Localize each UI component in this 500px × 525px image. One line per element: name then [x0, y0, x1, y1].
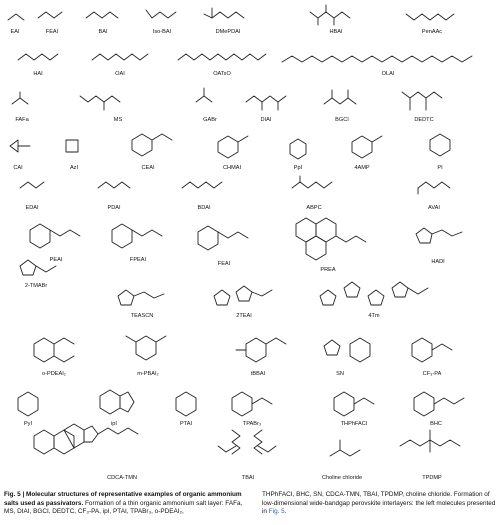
caption-title: Fig. 5 | Molecular structures of representative examples of organic ammonium salts used as passivators.: [4, 491, 242, 507]
structure-tbbai: [236, 338, 286, 362]
structure-edai: [20, 182, 44, 188]
structure-pyi: [18, 392, 38, 416]
structure-hbai: [310, 5, 350, 25]
label-cdca-tmn: CDCA-TMN: [107, 475, 137, 481]
figure-caption-right: [262, 491, 496, 517]
structure-olai: [282, 56, 472, 62]
caption-right-end: .: [284, 508, 287, 516]
structure-isobai: [146, 10, 176, 18]
structure-bhc: [414, 392, 464, 416]
structure-hai: [18, 54, 58, 60]
structure-tpdmp: [400, 430, 460, 452]
label-cai: CAI: [13, 165, 23, 171]
structure-4amp: [352, 136, 382, 158]
label-olai: OLAI: [381, 71, 395, 77]
structure-oai: [92, 54, 148, 60]
structure-peai: [30, 224, 80, 248]
label-peai: PEAI: [49, 257, 63, 263]
label-thphfaci: THPhFACI: [340, 421, 368, 427]
label-diai: DIAI: [260, 117, 272, 123]
structure-tbai: [218, 430, 276, 454]
structure-ipi: [100, 390, 134, 414]
structure-ptai: [176, 392, 196, 416]
label-cf3-pa: CF₃-PA: [422, 371, 442, 377]
label-isobai: Iso-BAI: [152, 29, 172, 35]
structure-feai-2: [198, 226, 248, 250]
structure-avai: [418, 182, 450, 194]
label-fafa: FAFa: [15, 117, 29, 123]
label-eai: EAI: [10, 29, 20, 35]
structure-m-pbai2: [126, 336, 166, 360]
structure-oatso: [178, 54, 266, 60]
caption-left-text: Formation of a thin organic ammonium salt layer: FAFa, MS, DIAI, BGCI, DEDTC, CF₃-PA, ipI, PTAI, TPABr₃, o-PDEAI₂,: [4, 499, 243, 516]
label-tbbai: tBBAI: [250, 371, 266, 377]
structure-pi: [430, 134, 450, 156]
label-tbai: TBAI: [241, 475, 255, 481]
structure-feai: [38, 12, 62, 18]
structure-prea: [296, 218, 366, 260]
label-oai: OAI: [115, 71, 125, 77]
structure-bdai: [182, 182, 222, 188]
structure-ceai: [132, 134, 172, 156]
label-azi: AzI: [69, 165, 79, 171]
label-sn: SN: [336, 371, 344, 377]
structure-dedtc: [402, 92, 442, 110]
structure-cai: [10, 140, 30, 152]
structure-abpc: [292, 176, 332, 188]
figure-caption-left: [4, 491, 244, 517]
label-bhc: BHC: [430, 421, 442, 427]
label-prea: PREA: [320, 267, 336, 273]
structure-fafa: [12, 92, 28, 104]
label-choline: Choline chloride: [321, 475, 363, 481]
structure-tpabr3: [232, 392, 272, 416]
structure-thphfaci: [334, 392, 374, 416]
label-ms: MS: [113, 117, 123, 123]
label-dedtc: DEDTC: [414, 117, 434, 123]
figure-reference-link[interactable]: Fig. 5: [268, 508, 285, 516]
structure-choline: [330, 440, 360, 456]
label-teascn: TEASCN: [130, 313, 154, 319]
label-edai: EDAI: [25, 205, 39, 211]
structure-azi: [66, 140, 78, 152]
structure-cdca-tmn: [34, 421, 138, 454]
label-abpc: ABPC: [306, 205, 322, 211]
structure-4tm: [320, 282, 428, 305]
label-pdai: PDAI: [107, 205, 121, 211]
label-avai: AVAI: [428, 205, 440, 211]
structure-cf3-pa: [412, 338, 452, 362]
label-hadi: HADI: [431, 259, 445, 265]
label-hai: HAI: [33, 71, 43, 77]
structure-bai: [86, 12, 118, 18]
label-penaac: PenAAc: [421, 29, 443, 35]
label-feai-2: FEAI: [217, 261, 231, 267]
structure-eai: [8, 14, 24, 20]
structure-2teai: [214, 286, 272, 305]
label-gabr: GABr: [203, 117, 217, 123]
structure-penaac: [406, 14, 454, 20]
label-ceai: CEAI: [141, 165, 155, 171]
structure-hadi: [416, 228, 462, 243]
label-ptai: PTAI: [179, 421, 193, 427]
structure-pdai: [98, 182, 130, 188]
label-m-pbai2: m-PBAI₂: [137, 371, 159, 377]
label-4tm: 4Tm: [368, 313, 380, 319]
label-feai: FEAI: [45, 29, 59, 35]
label-bai: BAI: [98, 29, 108, 35]
label-ppi: PpI: [293, 165, 303, 171]
structure-teascn: [118, 290, 164, 305]
label-4amp: 4AMP: [354, 165, 370, 171]
structure-chmai: [218, 136, 248, 158]
label-dmepdai: DMePDAI: [215, 29, 241, 35]
label-bdai: BDAI: [197, 205, 211, 211]
structure-o-pdeai2: [34, 338, 74, 362]
label-fpeai: FPEAI: [129, 257, 147, 263]
structure-fpeai: [112, 224, 162, 248]
caption-right-text: THPhFACI, BHC, SN, CDCA-TMN, TBAI, TPDMP, choline chloride. Formation of low-dimensional wide-bandgap perovskite interlayers: the left molecules presented in: [262, 491, 496, 516]
label-o-pdeai2: o-PDEAI₂: [42, 371, 66, 377]
structure-gabr: [196, 88, 212, 102]
label-chmai: CHMAI: [222, 165, 242, 171]
label-2tmabr: 2-TMABr: [24, 283, 48, 289]
label-2teai: 2TEAI: [236, 313, 252, 319]
label-hbai: HBAI: [329, 29, 343, 35]
structure-diai: [246, 96, 286, 110]
structure-bgci: [324, 90, 356, 104]
label-pi: PI: [437, 165, 443, 171]
label-tpabr3: TPABr₃: [242, 421, 262, 427]
label-tpdmp: TPDMP: [422, 475, 442, 481]
structure-sn: [324, 338, 370, 362]
structure-dmepdai: [204, 8, 244, 18]
label-oatso: OATsO: [213, 71, 231, 77]
label-ipi: ipI: [111, 421, 117, 427]
structure-ms: [80, 96, 120, 110]
structure-ppi: [290, 139, 306, 159]
label-bgci: BGCI: [335, 117, 349, 123]
label-pyi: PyI: [23, 421, 33, 427]
